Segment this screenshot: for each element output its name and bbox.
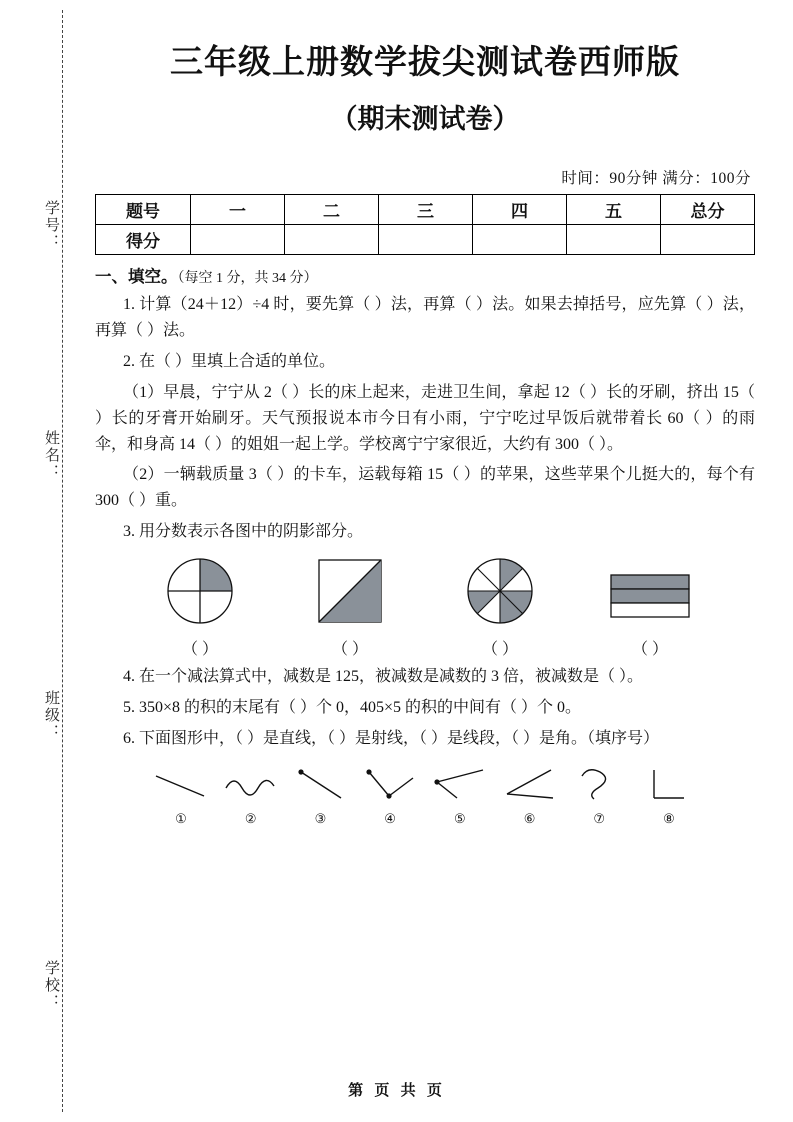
side-label-student-id: 学号： xyxy=(43,200,59,251)
line-figures xyxy=(95,766,755,827)
cut-line xyxy=(62,10,63,1112)
line-number-8: ⑧ xyxy=(663,810,675,826)
question-1: 1. 计算（24＋12）÷4 时，要先算（ ）法，再算（ ）法。如果去掉括号，应先算（ ）法，再算（ ）法。 xyxy=(95,296,755,339)
side-label-group xyxy=(18,0,62,1122)
fraction-figure-square-half xyxy=(295,555,405,632)
line-figure-2 xyxy=(220,766,282,827)
score-cell-5[interactable] xyxy=(567,225,661,255)
question-5: 5. 350×8 的积的末尾有（ ）个 0，405×5 的积的中间有（ ）个 0。 xyxy=(123,699,582,717)
score-table xyxy=(95,194,755,255)
score-col-2: 二 xyxy=(285,195,379,225)
score-cell-2[interactable] xyxy=(285,225,379,255)
fraction-figure-circle-eighths xyxy=(445,555,555,632)
line-figure-8 xyxy=(638,766,700,827)
line-number-2: ② xyxy=(244,810,257,826)
line-number-5: ⑤ xyxy=(453,810,466,826)
score-col-5: 五 xyxy=(567,195,661,225)
score-cell-total[interactable] xyxy=(661,225,755,255)
exam-meta: 时间：90分钟 满分：100分 xyxy=(561,170,751,187)
score-cell-3[interactable] xyxy=(379,225,473,255)
score-col-4: 四 xyxy=(473,195,567,225)
section-one-label: 一、填空。 xyxy=(95,267,178,286)
table-row xyxy=(96,225,755,255)
side-label-class: 班级： xyxy=(43,690,59,741)
score-label-points: 得分 xyxy=(96,225,191,255)
line-number-1: ① xyxy=(175,810,187,826)
table-row xyxy=(96,195,755,225)
page-footer: 第 页 共 页 xyxy=(348,1081,445,1099)
line-figure-7 xyxy=(568,766,630,827)
line-figure-4 xyxy=(359,766,421,827)
fraction-answer-blanks xyxy=(95,636,755,659)
page-subtitle: （期末测试卷） xyxy=(330,104,520,135)
exam-content xyxy=(95,18,755,827)
question-3: 3. 用分数表示各图中的阴影部分。 xyxy=(123,523,364,541)
fraction-figures xyxy=(95,555,755,632)
fraction-figure-rect-thirds xyxy=(595,569,705,632)
fraction-blank-1[interactable]: （ ） xyxy=(181,641,218,659)
line-figure-3 xyxy=(289,766,351,827)
score-cell-4[interactable] xyxy=(473,225,567,255)
score-col-1: 一 xyxy=(191,195,285,225)
line-number-3: ③ xyxy=(314,810,327,826)
score-col-3: 三 xyxy=(379,195,473,225)
question-2: 2. 在（ ）里填上合适的单位。 xyxy=(123,352,336,370)
score-cell-1[interactable] xyxy=(191,225,285,255)
fraction-blank-3[interactable]: （ ） xyxy=(481,641,518,659)
fraction-figure-circle-quarters xyxy=(145,555,255,632)
line-number-7: ⑦ xyxy=(593,810,606,826)
score-label-number: 题号 xyxy=(96,195,191,225)
score-col-total: 总分 xyxy=(661,195,755,225)
fraction-blank-4[interactable]: （ ） xyxy=(631,641,668,659)
line-figure-6 xyxy=(499,766,561,827)
side-label-name: 姓名： xyxy=(43,430,59,481)
question-2-2: （2）一辆载质量 3（ ）的卡车，运载每箱 15（ ）的苹果，这些苹果个儿挺大的，每个有 300（ ）重。 xyxy=(95,466,755,510)
line-number-6: ⑥ xyxy=(523,810,536,826)
section-one-note: （每空 1 分，共 34 分） xyxy=(177,271,318,286)
question-6: 6. 下面图形中，（ ）是直线，（ ）是射线，（ ）是线段，（ ）是角。（填序号） xyxy=(123,729,660,747)
question-2-1: （1）早晨，宁宁从 2（ ）长的床上起来，走进卫生间，拿起 12（ ）长的牙刷，挤出 15（ ）长的牙膏开始刷牙。天气预报说本市今日有小雨，宁宁吃过早饭后就带着长 60（ ）的雨伞，和身高 14（ ）的姐姐一起上学。学校离宁宁家很近，大约有 300（ ）。 xyxy=(95,383,755,453)
page-title: 三年级上册数学拔尖测试卷西师版 xyxy=(170,42,680,81)
fraction-blank-2[interactable]: （ ） xyxy=(331,641,368,659)
question-4: 4. 在一个减法算式中，减数是 125，被减数是减数的 3 倍，被减数是（ ）。 xyxy=(123,668,644,686)
line-figure-5 xyxy=(429,766,491,827)
section-one-heading xyxy=(95,263,755,287)
line-number-4: ④ xyxy=(384,810,396,826)
line-figure-1 xyxy=(150,766,212,827)
side-label-school: 学校： xyxy=(43,960,59,1011)
